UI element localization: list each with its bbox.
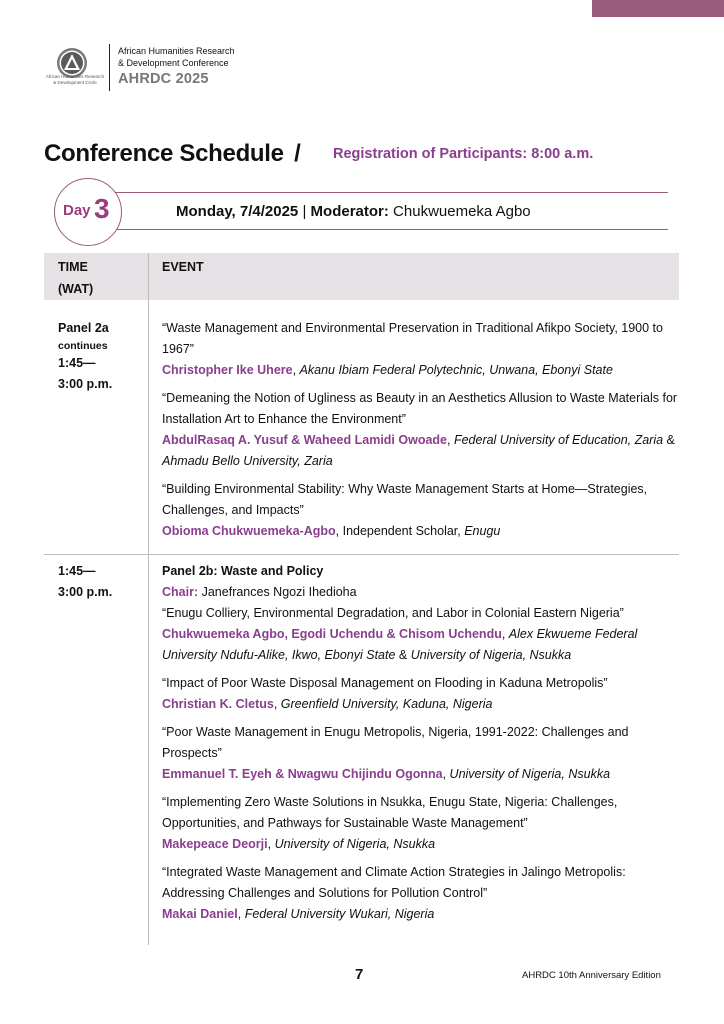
paper-affiliation: University of Nigeria, Nsukka — [449, 767, 611, 781]
paper-affiliation: Greenfield University, Kaduna, Nigeria — [280, 697, 493, 711]
time-end: 3:00 p.m. — [58, 377, 113, 391]
panel-title: Panel 2b: Waste and Policy — [162, 564, 324, 578]
logo-caption: African Humanities Research & Development Circle — [45, 74, 105, 85]
session-entry: “Demeaning the Notion of Ugliness as Beauty in an Aesthetics Allusion to Waste Materials for Installation Art to Enhance the Environment” AbdulRasaq A. Yusuf & Waheed Lamidi Owoade, Federal University of Education, Zaria & Ahmadu Bello University, Zaria — [162, 388, 682, 472]
page-title: Conference Schedule / — [44, 140, 301, 167]
header-accent-bar — [592, 0, 724, 17]
conference-logo — [44, 44, 274, 94]
moderator-name: Chukwuemeka Agbo — [393, 203, 531, 220]
paper-authors: Chukwuemeka Agbo, Egodi Uchendu & Chisom Uchendu — [162, 627, 502, 641]
paper-affiliation: Akanu Ibiam Federal Polytechnic, Unwana, Ebonyi State — [299, 363, 613, 377]
time-start: 1:45— — [58, 356, 96, 370]
moderator-label: Moderator: — [310, 203, 389, 220]
session-entry: “Enugu Colliery, Environmental Degradation, and Labor in Colonial Eastern Nigeria” Chukwuemeka Agbo, Egodi Uchendu & Chisom Uchendu, Alex Ekwueme Federal University Ndufu-Alike, Ikwo, Ebonyi State & University of Nigeria, Nsukka — [162, 603, 682, 666]
time-cell-panel-2a — [58, 318, 146, 395]
logo-text — [118, 45, 235, 87]
chair-label: Chair: — [162, 585, 199, 599]
paper-title: “Implementing Zero Waste Solutions in Nsukka, Enugu State, Nigeria: Challenges, Opportunities, and Pathways for Sustainable Waste Management” — [162, 795, 618, 830]
paper-affiliation: Alex Ekwueme Federal University Ndufu-Alike, Ikwo, Ebonyi State — [162, 627, 638, 662]
session-entry: “Waste Management and Environmental Preservation in Traditional Afikpo Society, 1900 to 1967” Christopher Ike Uhere, Akanu Ibiam Federal Polytechnic, Unwana, Ebonyi State — [162, 318, 682, 381]
chair-name: Janefrances Ngozi Ihedioha — [201, 585, 357, 599]
day-separator: | — [302, 203, 307, 220]
row-divider — [44, 554, 679, 555]
schedule-table-header — [44, 253, 679, 300]
paper-affiliation-2: Ahmadu Bello University, Zaria — [162, 454, 333, 468]
paper-title: “Impact of Poor Waste Disposal Management on Flooding in Kaduna Metropolis” — [162, 676, 608, 690]
paper-title: “Building Environmental Stability: Why Waste Management Starts at Home—Strategies, Challenges, and Impacts” — [162, 482, 648, 517]
paper-authors: Christian K. Cletus — [162, 697, 274, 711]
paper-affiliation: Enugu — [464, 524, 501, 538]
day-label: Day — [63, 202, 91, 219]
day-badge — [54, 178, 122, 246]
paper-affiliation-2: University of Nigeria, Nsukka — [410, 648, 572, 662]
panel-label: Panel 2a — [58, 321, 109, 335]
day-number: 3 — [94, 193, 110, 224]
event-cell-panel-2b — [162, 561, 682, 932]
paper-authors: Emmanuel T. Eyeh & Nwagwu Chijindu Ogonna — [162, 767, 443, 781]
paper-title: “Integrated Waste Management and Climate Action Strategies in Jalingo Metropolis: Addressing Challenges and Solutions for Pollution Control” — [162, 865, 626, 900]
page-number: 7 — [355, 966, 364, 983]
column-divider — [148, 253, 149, 945]
event-cell-panel-2a — [162, 318, 682, 549]
paper-authors: Makepeace Deorji — [162, 837, 268, 851]
day-rule-top — [101, 192, 668, 193]
panel-sub-label: continues — [58, 340, 108, 352]
brand-name: AHRDC 2025 — [118, 71, 209, 87]
day-rule-bottom — [101, 229, 668, 230]
edition-label: AHRDC 10th Anniversary Edition — [522, 970, 661, 981]
paper-authors: Obioma Chukwuemeka-Agbo — [162, 524, 336, 538]
logo-divider — [109, 44, 110, 91]
time-start: 1:45— — [58, 564, 96, 578]
org-name-line1: African Humanities Research — [118, 46, 235, 56]
paper-affiliation: Federal University Wukari, Nigeria — [244, 907, 435, 921]
time-cell-panel-2b — [58, 561, 146, 603]
session-entry: “Impact of Poor Waste Disposal Management on Flooding in Kaduna Metropolis” Christian K. Cletus, Greenfield University, Kaduna, Nigeria — [162, 673, 682, 715]
session-entry: “Implementing Zero Waste Solutions in Nsukka, Enugu State, Nigeria: Challenges, Opportunities, and Pathways for Sustainable Waste Management” Makepeace Deorji, University of Nigeria, Nsukka — [162, 792, 682, 855]
registration-time: Registration of Participants: 8:00 a.m. — [333, 146, 594, 162]
paper-affiliation: Federal University of Education, Zaria — [453, 433, 664, 447]
panel-chair — [162, 582, 682, 603]
time-column-header: TIME (WAT) — [58, 260, 94, 296]
paper-authors: Christopher Ike Uhere — [162, 363, 293, 377]
paper-title: “Waste Management and Environmental Preservation in Traditional Afikpo Society, 1900 to 1967” — [162, 321, 663, 356]
paper-title: “Demeaning the Notion of Ugliness as Beauty in an Aesthetics Allusion to Waste Materials for Installation Art to Enhance the Environment” — [162, 391, 678, 426]
paper-affiliation: University of Nigeria, Nsukka — [274, 837, 436, 851]
paper-authors: AbdulRasaq A. Yusuf & Waheed Lamidi Owoade — [162, 433, 447, 447]
event-column-header: EVENT — [162, 260, 204, 274]
paper-title: “Poor Waste Management in Enugu Metropolis, Nigeria, 1991-2022: Challenges and Prospects” — [162, 725, 629, 760]
session-entry: “Poor Waste Management in Enugu Metropolis, Nigeria, 1991-2022: Challenges and Prospects” Emmanuel T. Eyeh & Nwagwu Chijindu Ogonna, University of Nigeria, Nsukka — [162, 722, 682, 785]
paper-affiliation-plain: Independent Scholar, — [342, 524, 465, 538]
org-name-line2: & Development Conference — [118, 58, 229, 68]
day-info — [176, 203, 531, 220]
paper-authors: Makai Daniel — [162, 907, 238, 921]
time-end: 3:00 p.m. — [58, 585, 113, 599]
day-date: Monday, 7/4/2025 — [176, 203, 299, 220]
session-entry: “Building Environmental Stability: Why Waste Management Starts at Home—Strategies, Challenges, and Impacts” Obioma Chukwuemeka-Agbo, Independent Scholar, Enugu — [162, 479, 682, 542]
session-entry: “Integrated Waste Management and Climate Action Strategies in Jalingo Metropolis: Addressing Challenges and Solutions for Pollution Control” Makai Daniel, Federal University Wukari, Nigeria — [162, 862, 682, 925]
paper-title: “Enugu Colliery, Environmental Degradation, and Labor in Colonial Eastern Nigeria” — [162, 606, 624, 620]
